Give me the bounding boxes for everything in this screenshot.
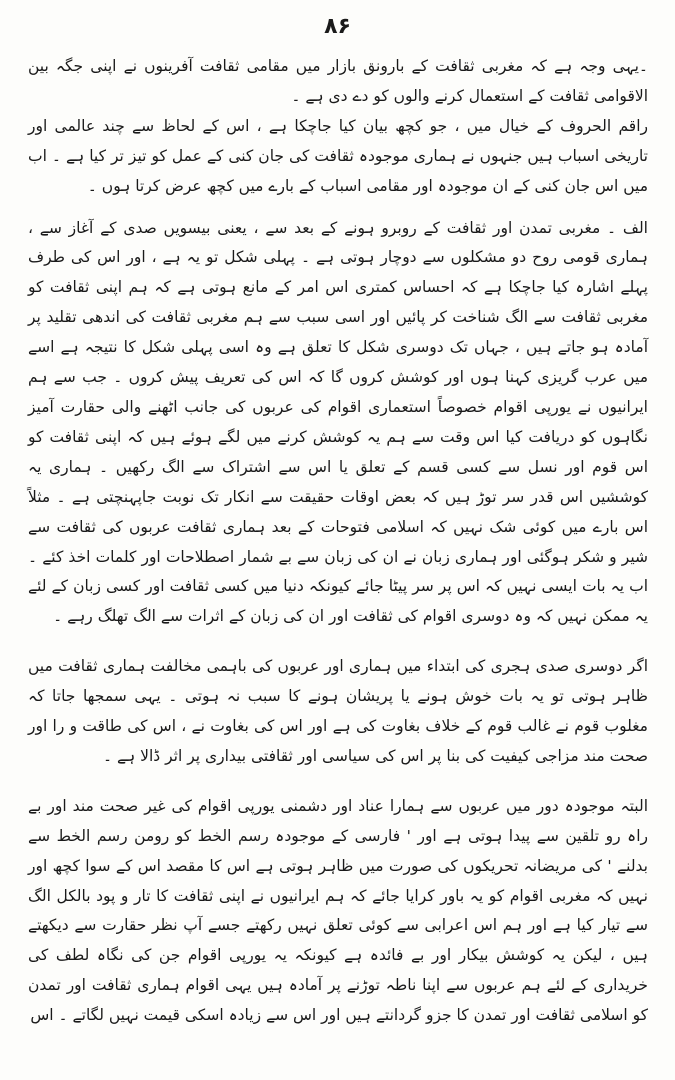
paragraph-4: اگر دوسری صدی ہجری کی ابتداء میں ہماری اور عربوں کی باہمی مخالفت ہماری ثقافت میں ظاہر ہوتی تو یہ بات خوش ہونے یا پریشان ہونے کا سبب نہ ہوتی ۔ یہی سمجھا جاتا کہ مغلوب قوم نے غالب قوم کے خلاف بغاوت کی ہے اور اس کی بغاوت نے ، اس کی طاقت و را اور صحت مند مزاجی کیفیت کی بنا پر اس کی سیاسی اور ثقافتی بیداری پر اثر ڈالا ہے ۔ [28,657,648,765]
paragraph-5: البتہ موجودہ دور میں عربوں سے ہمارا عناد اور دشمنی یورپی اقوام کی غیر صحت مند اور بے راہ رو تلقین سے پیدا ہوتی ہے اور ' فارسی کے موجودہ رسم الخط کو رومن رسم الخط سے بدلنے ' کی مریضانہ تحریکوں کی صورت میں ظاہر ہوتی ہے اس کا مقصد اس کے سوا کچھ اور نہیں کہ مغربی اقوام کو یہ باور کرایا جائے کہ ہم ایرانیوں نے اپنی ثقافت کا تار و پود بالکل الگ سے تیار کیا ہے اور ہم اس اعرابی سے کوئی تعلق نہیں رکھتے جسے آپ نظر حقارت سے دیکھتے ہیں ، لیکن یہ کوشش بیکار اور بے فائدہ ہے کیونکہ یہ یورپی اقوام جن کی نگاہ لطف کی خریداری کے لئے ہم عربوں سے اپنا ناطہ توڑنے پر آمادہ ہیں یہی اقوام ہماری ثقافت اور تمدن کو اسلامی ثقافت اور تمدن کا جزو گردانتے ہیں اور اس سے زیادہ اسکی قیمت نہیں لگاتے ۔ اس [28,796,648,1025]
paragraph-3: الف ۔ مغربی تمدن اور ثقافت کے روبرو ہونے کے بعد سے ، یعنی بیسویں صدی کے آغاز سے ، ہماری قومی روح دو مشکلوں سے دوچار ہوتی ہے ۔ پہلی شکل تو یہ ہے ، اور اس کی طرف پہلے اشارہ کیا جاچکا ہے کہ احساس کمتری اس امر کے مانع ہوتی ہے کہ ہم اپنی ثقافت کو مغربی ثقافت سے الگ شناخت کر پائیں اور اسی سبب سے ہم مغربی ثقافت کی اندھی تقلید پر آمادہ ہو جاتے ہیں ، جہاں تک دوسری شکل کا تعلق ہے وہ اسی پہلی شکل کا نتیجہ ہے اسے میں عرب گریزی کہنا ہوں اور کوشش کروں گا کہ اس کی تعریف پیش کروں ۔ جب سے ہم ایرانیوں نے یورپی اقوام خصوصاً استعماری اقوام کی عربوں کی جانب اٹھنے والی حقارت آمیز نگاہوں کو دریافت کیا اس وقت سے ہم یہ کوشش کرنے میں لگے ہوئے ہیں کہ اپنی ثقافت کو اس قوم اور نسل سے کسی قسم کے تعلق یا اس سے اشتراک سے الگ رکھیں ۔ ہماری یہ کوششیں اس قدر سر توڑ ہیں کہ بعض اوقات حقیقت سے انکار تک نوبت جاپہنچتی ہے ۔ مثلاً اس بارے میں کوئی شک نہیں کہ اسلامی فتوحات کے بعد ہماری ثقافت عربوں کی ثقافت سے شیر و شکر ہوگئی اور ہماری زبان نے ان کی زبان سے بے شمار اصطلاحات اور کلمات اخذ کئے ۔ اب یہ بات ایسی نہیں کہ اس پر سر پیٹا جائے کیونکہ دنیا میں کسی ثقافت اور کسی زبان کے لئے یہ ممکن نہیں کہ وہ دوسری اقوام کی ثقافت اور ان کی زبان کے اثرات سے الگ تھلگ رہے ۔ [28,218,648,626]
page-number: ۸۶ [324,14,351,39]
paragraph-2: راقم الحروف کے خیال میں ، جو کچھ بیان کیا جاچکا ہے ، اس کے لحاظ سے چند عالمی اور تاریخی اسباب ہیں جنہوں نے ہماری موجودہ ثقافت کی جان کنی کے عمل کو تیز تر کیا ہے ۔ اب میں اس جان کنی کے ان موجودہ اور مقامی اسباب کے بارے میں کچھ عرض کرتا ہوں ۔ [28,116,648,195]
body-text [28,52,648,1031]
paragraph-1: ۔یہی وجہ ہے کہ مغربی ثقافت کے بارونق بازار میں مقامی ثقافت آفرینوں نے اپنی جگہ بین الاقوامی ثقافت کے استعمال کرنے والوں کو دے دی ہے ۔ [28,57,648,105]
